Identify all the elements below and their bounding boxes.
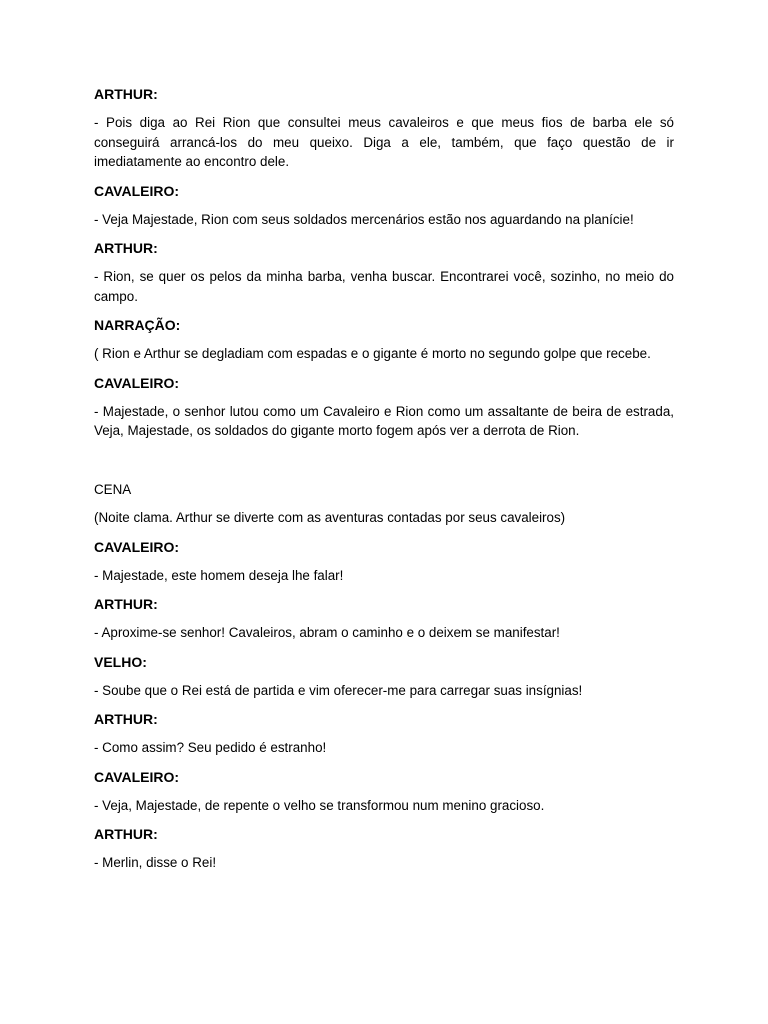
speaker-name: CAVALEIRO: xyxy=(94,768,180,785)
dialogue-line: - Veja Majestade, Rion com seus soldados mercenários estão nos aguardando na planície! xyxy=(94,211,634,227)
document-page xyxy=(94,84,674,882)
speaker-name: CAVALEIRO: xyxy=(94,182,180,199)
dialogue-line: ( Rion e Arthur se degladiam com espadas e o gigante é morto no segundo golpe que recebe. xyxy=(94,346,651,361)
speaker-name: ARTHUR: xyxy=(94,596,158,612)
speaker-name: CAVALEIRO: xyxy=(94,374,180,391)
speaker-name: CAVALEIRO: xyxy=(94,538,180,555)
dialogue-line: - Rion, se quer os pelos da minha barba, venha buscar. Encontrarei você, sozinho, no meio do campo. xyxy=(94,269,674,304)
speaker-name: NARRAÇÃO: xyxy=(94,317,181,333)
dialogue-block xyxy=(94,84,674,172)
dialogue-block xyxy=(94,767,674,816)
dialogue-line: - Majestade, o senhor lutou como um Cavaleiro e Rion como um assaltante de beira de estrada, Veja, Majestade, os soldados do gigante morto fogem após ver a derrota de Rion. xyxy=(94,403,674,438)
speaker-name: VELHO: xyxy=(94,653,147,670)
dialogue-block xyxy=(94,181,674,230)
dialogue-line: - Pois diga ao Rei Rion que consultei meus cavaleiros e que meus fios de barba ele só conseguirá arrancá-los do meu queixo. Diga a ele, também, que faço questão de ir imediatamente ao encontro dele. xyxy=(94,115,674,169)
dialogue-block xyxy=(94,709,674,758)
dialogue-line: - Majestade, este homem deseja lhe falar! xyxy=(94,567,344,583)
dialogue-block xyxy=(94,315,674,364)
dialogue-block xyxy=(94,652,674,701)
scene-description: (Noite clama. Arthur se diverte com as aventuras contadas por seus cavaleiros) xyxy=(94,510,566,525)
speaker-name: ARTHUR: xyxy=(94,240,158,256)
dialogue-line: - Como assim? Seu pedido é estranho! xyxy=(94,740,327,755)
dialogue-block xyxy=(94,594,674,643)
dialogue-block xyxy=(94,238,674,306)
dialogue-line: - Veja, Majestade, de repente o velho se transformou num menino gracioso. xyxy=(94,797,545,813)
scene-title: CENA xyxy=(94,481,132,497)
dialogue-line: - Soube que o Rei está de partida e vim oferecer-me para carregar suas insígnias! xyxy=(94,682,583,698)
dialogue-block xyxy=(94,824,674,873)
dialogue-block xyxy=(94,537,674,586)
scene-gap xyxy=(94,450,674,480)
dialogue-block xyxy=(94,373,674,441)
speaker-name: ARTHUR: xyxy=(94,86,158,102)
dialogue-line: - Aproxime-se senhor! Cavaleiros, abram o caminho e o deixem se manifestar! xyxy=(94,625,560,640)
dialogue-line: - Merlin, disse o Rei! xyxy=(94,855,217,870)
speaker-name: ARTHUR: xyxy=(94,826,158,842)
speaker-name: ARTHUR: xyxy=(94,711,158,727)
